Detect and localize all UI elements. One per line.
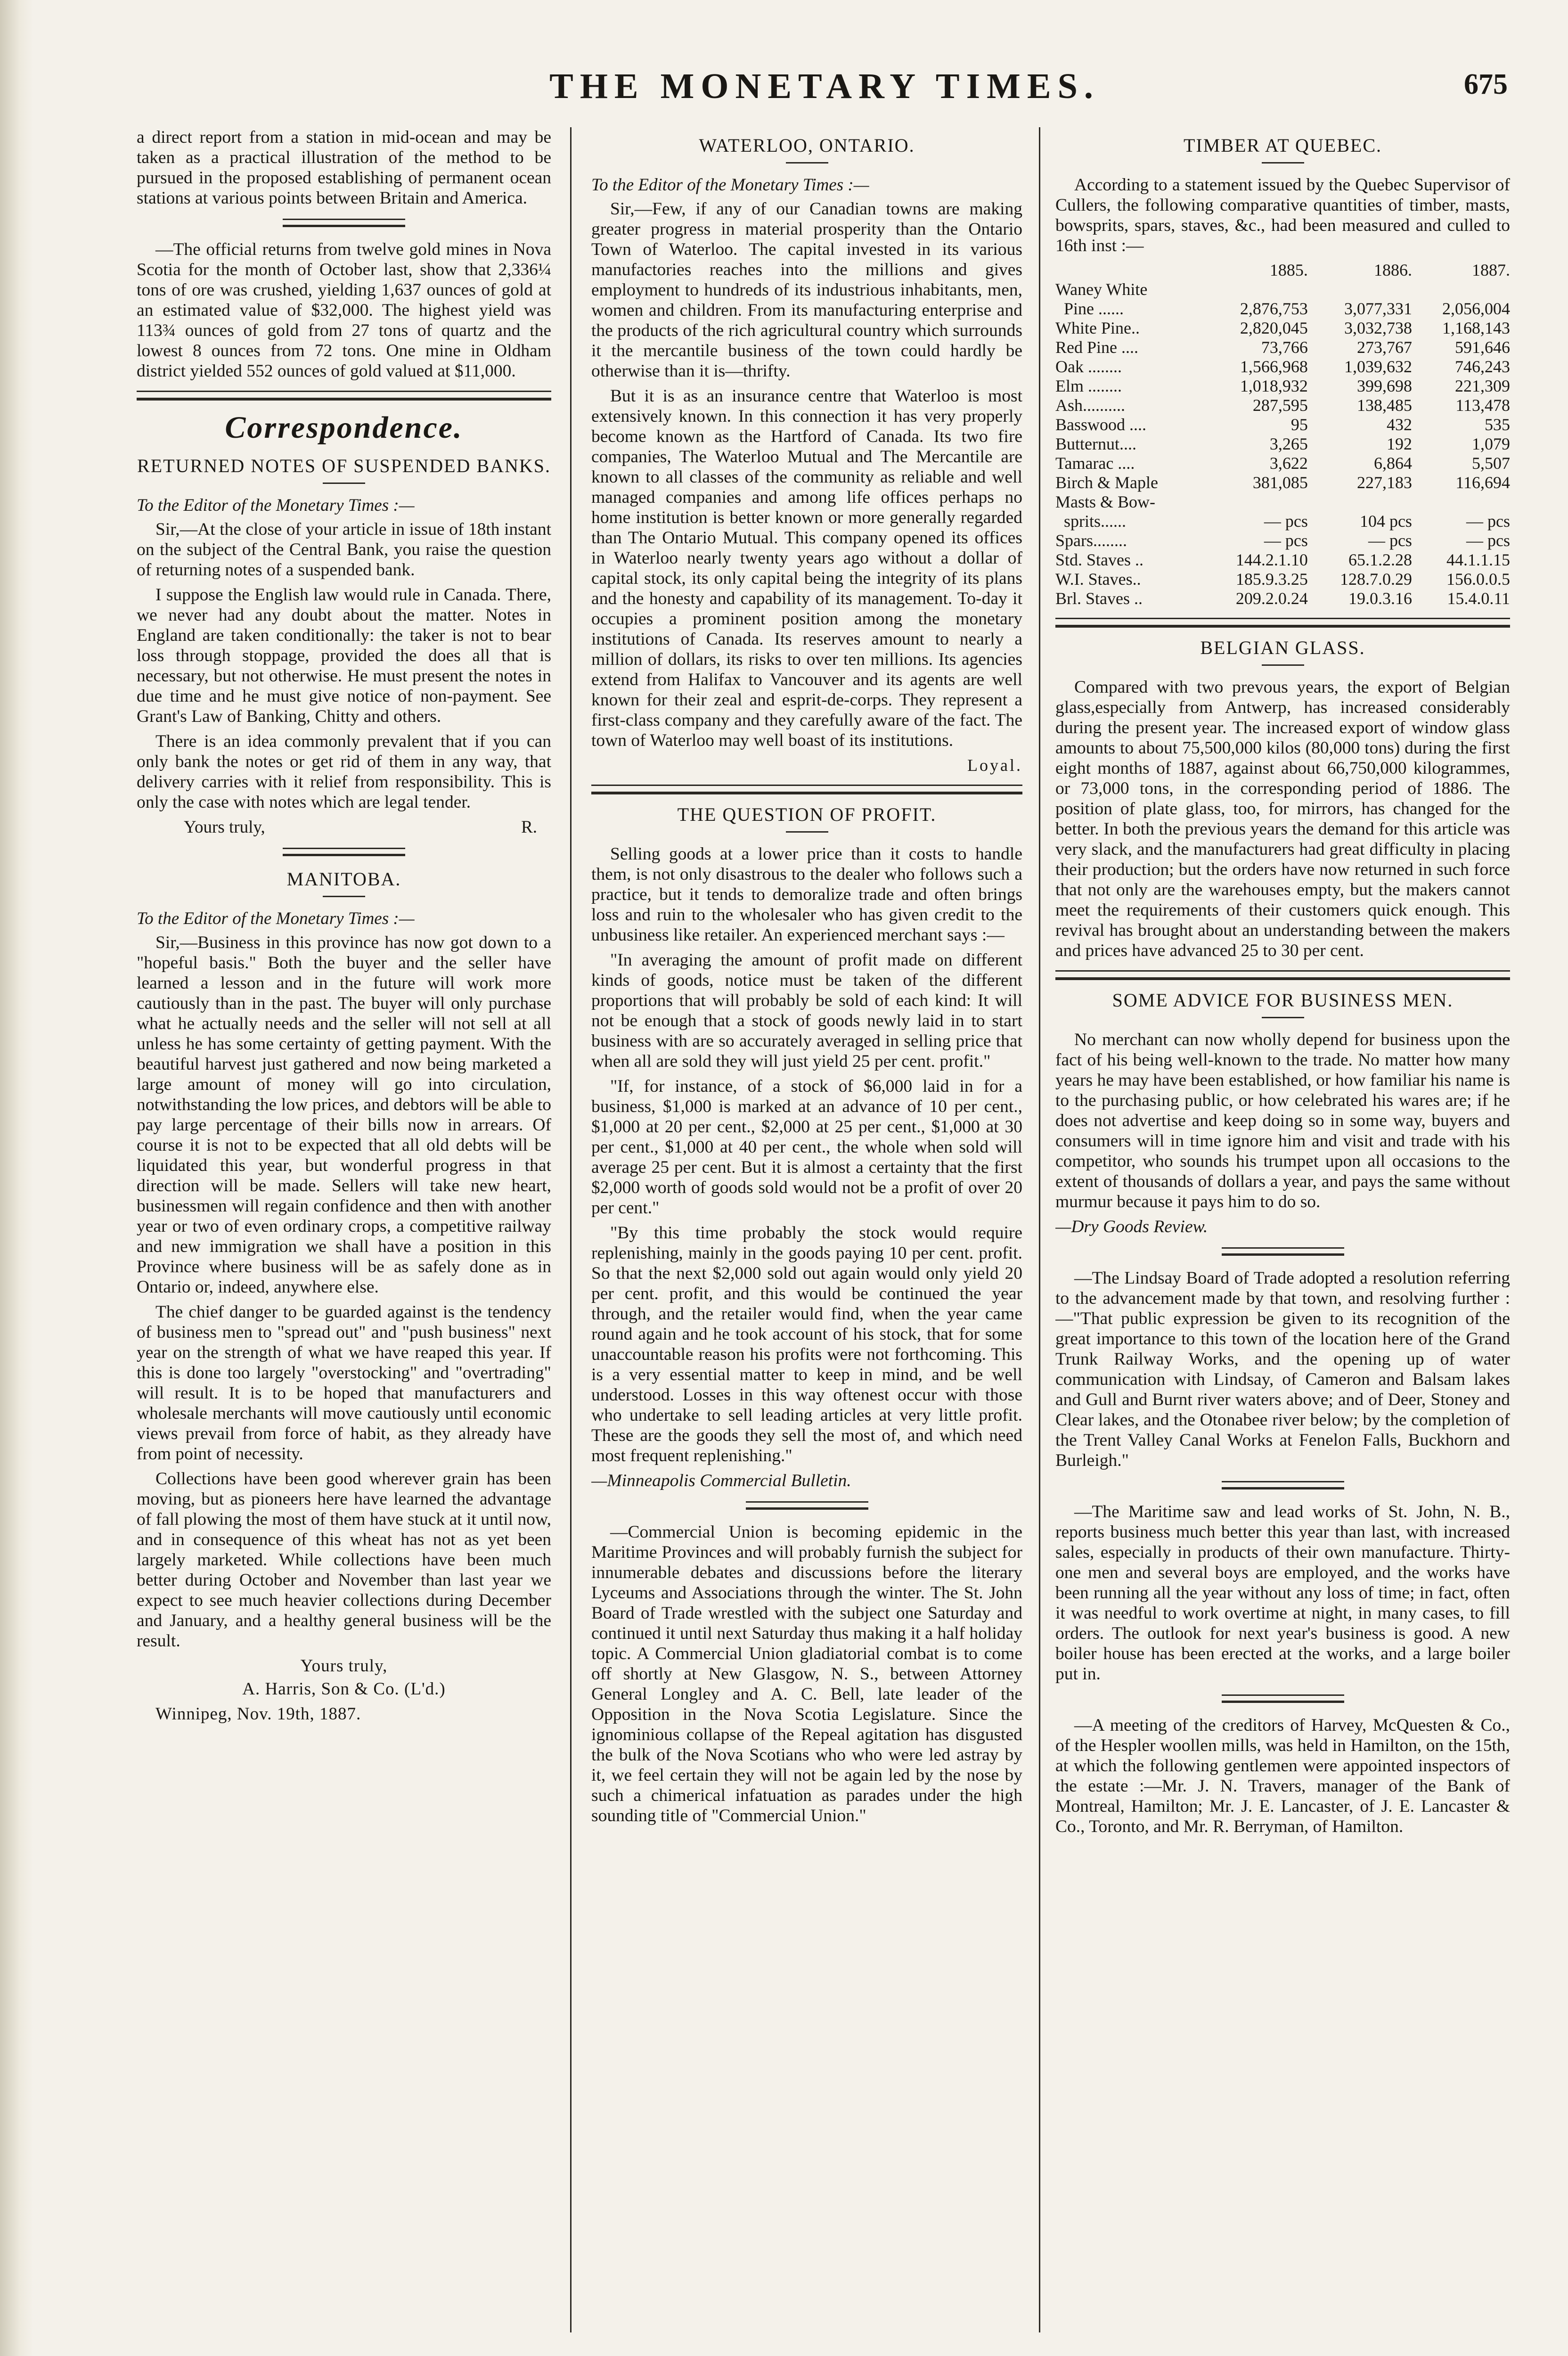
- timber-value-cell: 2,876,753: [1240, 299, 1308, 318]
- manitoba-salutation: To the Editor of the Monetary Times :—: [137, 909, 415, 928]
- timber-value-cell: 19.0.3.16: [1348, 589, 1412, 608]
- timber-value-cell: 535: [1485, 415, 1510, 434]
- section-rule: [1055, 970, 1510, 980]
- masthead: [137, 47, 1512, 118]
- belgian-glass-paragraph: Compared with two prevous years, the export of Belgian glass,especially from Antwerp, has increased considerably during the present year. The increased export of window glass amounts to about 75,500,000 kilos (80,000 tons) during the first eight months of 1887, against about 66,750,000 kilogrammes, or 73,000 tons, in the corresponding period of 1886. The position of plate glass, too, for mirrors, has changed for the better. In both the previous years the demand for this article was very slack, and the manufacturers had great difficulty in placing their production; but the orders have now returned in such force that not only are the warehouses empty, but the makers cannot meet the requirements of their customers quick enough. This revival has brought about an understanding between the makers and prices have advanced 25 to 30 per cent.: [1055, 678, 1510, 960]
- timber-kind-cell: Masts & Bow-: [1055, 492, 1156, 511]
- timber-value-cell: — pcs: [1264, 512, 1308, 531]
- timber-kind-cell: Waney White: [1055, 280, 1148, 299]
- year-column-header: 1885.: [1269, 261, 1308, 279]
- timber-kind-cell: Tamarac ....: [1055, 454, 1135, 473]
- returned-notes-paragraph: Sir,—At the close of your article in issue of 18th instant on the subject of the Central Bank, you raise the question of returning notes of a suspended bank.: [137, 520, 551, 580]
- heading-rule: [1262, 664, 1304, 666]
- profit-paragraph: "In averaging the amount of profit made on different kinds of goods, notice must be taken of the different proportions that will probably be sold of each kind: It will not be enough that a stock of goods newly laid in to start business with are so accurately averaged in selling price that when all are sold they will just yield 25 per cent. profit.": [591, 950, 1022, 1071]
- heading-rule: [1262, 162, 1304, 164]
- manitoba-closing: Yours truly,: [300, 1656, 388, 1676]
- section-rule: [1055, 618, 1510, 628]
- timber-table-row: [1055, 280, 1510, 299]
- timber-table-row: [1055, 357, 1510, 376]
- timber-value-cell: 5,507: [1472, 454, 1510, 473]
- timber-value-cell: [1308, 492, 1412, 512]
- heading-rule: [323, 483, 365, 484]
- manitoba-paragraph: The chief danger to be guarded against is the tendency of business men to "spread out" and "push business" next year on the strength of what we have reaped this year. If this is done too largely "overstocking" and "overtrading" will result. It is to be hoped that manufacturers and wholesale merchants will move cautiously until economic views prevail from force of habit, as they already have from point of necessity.: [137, 1302, 551, 1464]
- timber-kind-cell: Butternut....: [1055, 434, 1136, 453]
- timber-table-row: [1055, 473, 1510, 492]
- timber-value-cell: 1,566,968: [1240, 357, 1308, 376]
- timber-value-cell: 591,646: [1455, 338, 1510, 357]
- timber-value-cell: 44.1.1.15: [1446, 550, 1510, 569]
- timber-table-row: [1055, 570, 1510, 589]
- section-rule: [137, 391, 551, 401]
- profit-source: —Minneapolis Commercial Bulletin.: [591, 1471, 851, 1490]
- heading-rule: [323, 896, 365, 897]
- lindsay-paragraph: —The Lindsay Board of Trade adopted a resolution referring to the advancement made by that town, and resolving further :—"That public expression be given to its recognition of the great importance to this town of the location here of the Grand Trunk Railway Works, and the opening up of water communication with Lindsay, of Cameron and Balsam lakes and Gull and Burnt river waters above; and of Deer, Stoney and Clear lakes, and the Otonabee river below; by the completion of the Trent Valley Canal Works at Fenelon Falls, Buckhorn and Burleigh.": [1055, 1268, 1510, 1470]
- timber-value-cell: 399,698: [1356, 376, 1412, 395]
- timber-table-row: [1055, 299, 1510, 319]
- timber-value-cell: — pcs: [1368, 531, 1412, 550]
- timber-value-cell: 1,079: [1472, 434, 1510, 453]
- year-column-header: 1887.: [1472, 261, 1510, 279]
- timber-table-row: [1055, 434, 1510, 454]
- waterloo-heading: WATERLOO, ONTARIO.: [699, 135, 915, 156]
- timber-kind-cell: Brl. Staves ..: [1055, 589, 1143, 608]
- timber-value-cell: 113,478: [1455, 396, 1510, 415]
- timber-value-cell: 192: [1386, 434, 1412, 453]
- timber-value-cell: — pcs: [1466, 512, 1510, 531]
- profit-paragraph: "By this time probably the stock would require replenishing, mainly in the goods paying 10 per cent. profit. So that the next $2,000 sold out again would only yield 20 per cent. profit, and this would be continued the year through, and the retailer would find, when the year came round again and he took account of his stock, that for some unaccountable reason his profits were not forthcoming. This is a very essential matter to keep in mind, and be well understood. Losses in this way oftenest occur with those who undertake to sell leading articles at very little profit. These are the goods they sell the most of, and which need most frequent replenishing.": [591, 1223, 1022, 1465]
- column-right: [1055, 127, 1510, 2332]
- timber-value-cell: 116,694: [1455, 473, 1510, 492]
- timber-table-row: [1055, 415, 1510, 434]
- returned-notes-heading: RETURNED NOTES OF SUSPENDED BANKS.: [137, 455, 551, 476]
- maritime-works-paragraph: —The Maritime saw and lead works of St. John, N. B., reports business much better this year than last, with increased sales, especially in products of their own manufacture. Thirty-one men and several boys are employed, and the works have been running all the year without any loss of time; in fact, often it was needful to work overtime at night, in many cases, to fill orders. The outlook for next year's business is good. A new boiler house has been erected at the works, and a large boiler put in.: [1055, 1502, 1510, 1684]
- timber-value-cell: 15.4.0.11: [1447, 589, 1510, 608]
- timber-value-cell: 6,864: [1373, 454, 1412, 473]
- timber-kind-cell: Red Pine ....: [1055, 338, 1138, 357]
- timber-value-cell: 1,168,143: [1442, 319, 1510, 337]
- profit-heading: THE QUESTION OF PROFIT.: [677, 804, 937, 825]
- manitoba-dateline: Winnipeg, Nov. 19th, 1887.: [155, 1704, 361, 1724]
- timber-value-cell: 3,265: [1269, 434, 1308, 453]
- timber-table-row: [1055, 454, 1510, 473]
- year-column-header: 1886.: [1373, 261, 1412, 279]
- heading-rule: [786, 831, 828, 833]
- timber-value-cell: 185.9.3.25: [1235, 570, 1308, 589]
- timber-table-row: [1055, 550, 1510, 570]
- timber-value-cell: 104 pcs: [1359, 512, 1412, 531]
- timber-kind-cell: Pine ......: [1055, 299, 1124, 318]
- manitoba-signature: A. Harris, Son & Co. (L'd.): [242, 1679, 446, 1699]
- manitoba-heading: MANITOBA.: [286, 868, 401, 890]
- profit-paragraph: "If, for instance, of a stock of $6,000 laid in for a business, $1,000 is marked at an advance of 10 per cent., $1,000 at 20 per cent., $2,000 at 25 per cent., $1,000 at 30 per cent., $1,000 at 40 per cent., the whole when sold will average 25 per cent. But it is almost a certainty that the first $2,000 worth of goods sold would not be a profit of over 20 per cent.": [591, 1077, 1022, 1218]
- timber-intro: According to a statement issued by the Quebec Supervisor of Cullers, the following comparative quantities of timber, masts, bowsprits, spars, staves, &c., had been measured and culled to 16th inst :—: [1055, 175, 1510, 255]
- timber-table-row: [1055, 396, 1510, 415]
- timber-value-cell: 381,085: [1252, 473, 1308, 492]
- timber-kind-cell: Elm ........: [1055, 376, 1122, 395]
- belgian-glass-heading: BELGIAN GLASS.: [1200, 637, 1365, 658]
- returned-notes-salutation: To the Editor of the Monetary Times :—: [137, 496, 415, 515]
- timber-table-header: [1055, 261, 1510, 280]
- column-left: [137, 127, 551, 2332]
- harvey-creditors-paragraph: —A meeting of the creditors of Harvey, McQuesten & Co., of the Hespler woollen mills, was held in Hamilton, on the 15th, at which the following gentlemen were appointed inspectors of the estate :—Mr. J. N. Travers, manager of the Bank of Montreal, Hamilton; Mr. J. E. Lancaster, of J. E. Lancaster & Co., Toronto, and Mr. R. Berryman, of Hamilton.: [1055, 1716, 1510, 1836]
- gold-returns-paragraph: —The official returns from twelve gold mines in Nova Scotia for the month of October last, show that 2,336¼ tons of ore was crushed, yielding 1,637 ounces of gold at an estimated value of $32,000. The highest yield was 113¾ ounces of gold from 27 tons of quartz and the lowest 8 ounces from 72 tons. One mine in Oldham district yielded 552 ounces of gold valued at $11,000.: [137, 240, 551, 381]
- timber-table: [1055, 261, 1510, 608]
- page-spine-shadow: [0, 0, 33, 2356]
- waterloo-paragraph: Sir,—Few, if any of our Canadian towns are making greater progress in material prosperity than the Ontario Town of Waterloo. The capital invested in its various manufactories reaches into the millions and gives employment to hundreds of its industrious inhabitants, men, women and children. From its manufacturing enterprise and the products of the rich agricultural country which surrounds it the mercantile business of the town could hardly be otherwise than it is—thrifty.: [591, 199, 1022, 381]
- timber-table-row: [1055, 531, 1510, 550]
- timber-value-cell: 287,595: [1252, 396, 1308, 415]
- timber-kind-cell: Birch & Maple: [1055, 473, 1158, 492]
- column-divider: [570, 127, 572, 2332]
- commercial-union-paragraph: —Commercial Union is becoming epidemic in the Maritime Provinces and will probably furnish the subject for innumerable debates and discussions before the literary Lyceums and Associations through the winter. The St. John Board of Trade wrestled with the subject one Saturday and continued it until next Saturday thus making it a half holiday topic. A Commercial Union gladiatorial combat is to come off shortly at New Glasgow, N. S., between Attorney General Longley and A. C. Bell, late leader of the Opposition in the Nova Scotia Legislature. Since the ignominious collapse of the Repeal agitation has disgusted the bulk of the Nova Scotians who who were led astray by it, we feel certain they will not be again led by the nose by such a chimerical infatuation as parades under the high sounding title of "Commercial Union.": [591, 1522, 1022, 1825]
- profit-paragraph: Selling goods at a lower price than it costs to handle them, is not only disastrous to the dealer who follows such a practice, but it tends to demoralize trade and often brings loss and ruin to the wholesaler who has given credit to the unbusiness like retailer. An experienced merchant says :—: [591, 844, 1022, 945]
- timber-kind-cell: Oak ........: [1055, 357, 1122, 376]
- timber-value-cell: 1,018,932: [1240, 376, 1308, 395]
- publication-title: THE MONETARY TIMES.: [549, 66, 1100, 106]
- timber-value-cell: 273,767: [1356, 338, 1412, 357]
- timber-value-cell: 95: [1290, 415, 1308, 434]
- correspondence-heading: Correspondence.: [225, 410, 463, 445]
- heading-rule: [1262, 1017, 1304, 1018]
- advice-paragraph: No merchant can now wholly depend for business upon the fact of his being well-known to the trade. No matter how many years he may have been established, or how familiar his name is to the purchasing public, or how celebrated his wares are; if he does not advertise and keep doing so in some way, buyers and consumers will in time ignore him and visit and trade with his competitor, who sounds his trumpet upon all occasions to the extent of thousands of dollars a year, and pays the same without murmur because it pays him to do so.: [1055, 1030, 1510, 1211]
- timber-value-cell: 227,183: [1356, 473, 1412, 492]
- timber-table-row: [1055, 492, 1510, 512]
- timber-value-cell: 3,077,331: [1344, 299, 1412, 318]
- closing-initial: R.: [521, 818, 537, 837]
- timber-value-cell: 746,243: [1455, 357, 1510, 376]
- timber-value-cell: 2,056,004: [1442, 299, 1510, 318]
- timber-value-cell: [1308, 280, 1412, 299]
- returned-notes-closing: [137, 817, 551, 837]
- manitoba-paragraph: Sir,—Business in this province has now got down to a "hopeful basis." Both the buyer and the seller have learned a lesson and in the future will work more cautiously than in the past. The buyer will only purchase what he actually needs and the seller will not sell at all unless he has some certainty of getting payment. With the beautiful harvest just gathered and now being marketed a large amount of money will go into circulation, notwithstanding the low prices, and debtors will be able to pay large percentage of their bills now in arrears. Of course it is not to be expected that all old debts will be liquidated this year, but wonderful progress in that direction will be made. Sellers will take new heart, businessmen will regain confidence and then with another year or two of even ordinary crops, a competitive railway and new immigration we shall have a position in this Province where business will be as safely done as in Ontario or, indeed, anywhere else.: [137, 933, 551, 1297]
- timber-table-row: [1055, 338, 1510, 357]
- heading-rule: [786, 162, 828, 164]
- returned-notes-paragraph: There is an idea commonly prevalent that if you can only bank the notes or get rid of them in any way, that delivery carries with it relief from responsibility. This is only the case with notes which are legal tender.: [137, 732, 551, 812]
- timber-value-cell: 209.2.0.24: [1235, 589, 1308, 608]
- timber-value-cell: 138,485: [1356, 396, 1412, 415]
- section-rule: [283, 219, 405, 227]
- advice-source: —Dry Goods Review.: [1055, 1217, 1208, 1236]
- manitoba-paragraph: Collections have been good wherever grain has been moving, but as pioneers here have learned the advantage of fall plowing the most of them have stuck at it until now, and in consequence of this wheat has not as yet been largely marketed. While collections have been much better during October and November than last year we expect to see much heavier collections during December and January, and a healthy general business will be the result.: [137, 1469, 551, 1651]
- timber-value-cell: 432: [1386, 415, 1412, 434]
- timber-value-cell: — pcs: [1466, 531, 1510, 550]
- section-rule: [1222, 1247, 1344, 1256]
- timber-table-row: [1055, 319, 1510, 338]
- timber-kind-cell: Basswood ....: [1055, 415, 1147, 434]
- timber-table-row: [1055, 512, 1510, 531]
- timber-value-cell: — pcs: [1264, 531, 1308, 550]
- timber-kind-cell: Std. Staves ..: [1055, 550, 1144, 569]
- section-rule: [283, 848, 405, 856]
- timber-table-row: [1055, 376, 1510, 396]
- timber-value-cell: 156.0.0.5: [1446, 570, 1510, 589]
- ocean-stations-paragraph: a direct report from a station in mid-ocean and may be taken as a practical illustration of the method to be pursued in the proposed establishing of permanent ocean stations at various points between Britain and America.: [137, 128, 551, 208]
- timber-kind-cell: W.I. Staves..: [1055, 570, 1141, 589]
- timber-value-cell: 3,622: [1269, 454, 1308, 473]
- timber-kind-cell: sprits......: [1055, 512, 1127, 531]
- timber-value-cell: [1412, 280, 1510, 299]
- timber-value-cell: 221,309: [1455, 376, 1510, 395]
- column-divider: [1039, 127, 1040, 2332]
- timber-value-cell: 73,766: [1261, 338, 1308, 357]
- waterloo-paragraph: But it is as an insurance centre that Waterloo is most extensively known. In this connection it has very properly become known as the Hartford of Canada. Its two fire companies, The Waterloo Mutual and The Mercantile are known to all classes of the community as reliable and well managed companies and among life offices perhaps no home institution is better known or more generally regarded than The Ontario Mutual. This company opened its offices in Waterloo nearly twenty years ago without a dollar of capital stock, its only capital being the integrity of its plans and the honesty and capability of its management. To-day it occupies a prominent position among the monetary institutions of Canada. Its reserves amount to nearly a million of dollars, its risks to over ten millions. Its agencies extend from Halifax to Vancouver and its agents are well known for their zeal and esprit-de-corps. They represent a first-class company and they carefully aware of the fact. The town of Waterloo may well boast of its institutions.: [591, 386, 1022, 750]
- timber-value-cell: 1,039,632: [1344, 357, 1412, 376]
- returned-notes-paragraph: I suppose the English law would rule in Canada. There, we never had any doubt about the matter. Notes in England are taken conditionally: the taker is not to bear loss through stoppage, provided the does all that is necessary, but not otherwise. He must present the notes in due time and he must give notice of non-payment. See Grant's Law of Banking, Chitty and others.: [137, 585, 551, 726]
- timber-value-cell: 65.1.2.28: [1348, 550, 1412, 569]
- timber-value-cell: 144.2.1.10: [1235, 550, 1308, 569]
- section-rule: [591, 785, 1022, 794]
- section-rule: [746, 1501, 868, 1510]
- page-number: 675: [1464, 68, 1508, 100]
- timber-value-cell: 3,032,738: [1344, 319, 1412, 337]
- timber-kind-cell: Ash..........: [1055, 396, 1126, 415]
- timber-value-cell: 128.7.0.29: [1339, 570, 1412, 589]
- timber-heading: TIMBER AT QUEBEC.: [1183, 135, 1382, 156]
- closing-text: Yours truly,: [184, 818, 265, 837]
- waterloo-salutation: To the Editor of the Monetary Times :—: [591, 175, 869, 195]
- timber-table-row: [1055, 589, 1510, 608]
- section-rule: [1222, 1694, 1344, 1703]
- timber-value-cell: 2,820,045: [1240, 319, 1308, 337]
- timber-kind-cell: Spars........: [1055, 531, 1127, 550]
- waterloo-signature: Loyal.: [967, 756, 1022, 775]
- timber-kind-cell: White Pine..: [1055, 319, 1140, 337]
- timber-value-cell: [1204, 280, 1308, 299]
- section-rule: [1222, 1481, 1344, 1489]
- timber-value-cell: [1412, 492, 1510, 512]
- timber-value-cell: [1204, 492, 1308, 512]
- advice-heading: SOME ADVICE FOR BUSINESS MEN.: [1112, 990, 1454, 1011]
- column-middle: [591, 127, 1022, 2332]
